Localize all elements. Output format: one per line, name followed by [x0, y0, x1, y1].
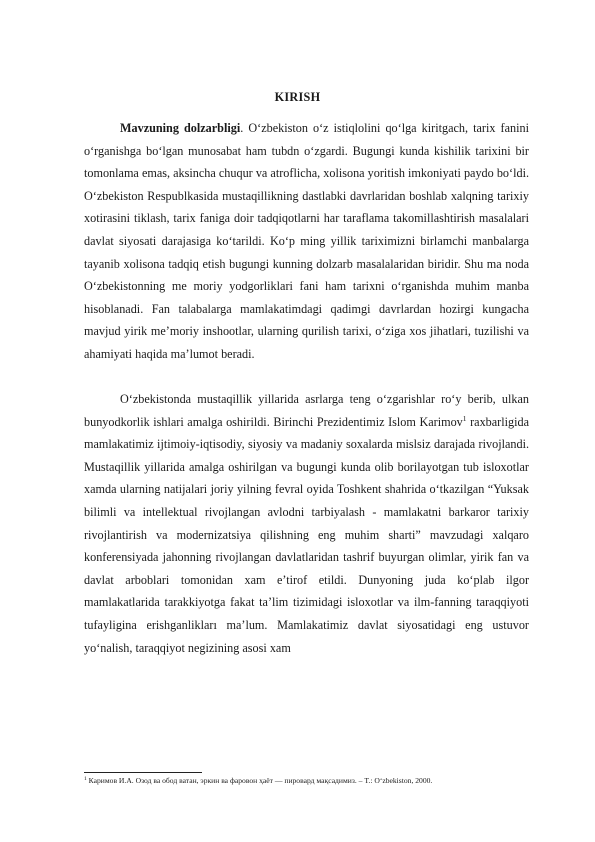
- paragraph-text-after: raxbarligida mamlakatimiz ijtimoiy-iqtisodiy, siyosiy va madaniy soxalarda mislsiz darajada rivojlandi. Mustaqillik yillarida amalga oshirilgan va bugungi kunda olib borilayotgan tub isloxotlar xamda ularning natijalari joriy yilning fevral oyida Toshkent shahrida o‘tkazilgan “Yuksak bilimli va intellektual rivojlangan avlodni tarbiyalash - mamlakatni barkaror tarixiy rivojlantirish va modernizatsiya qilishning eng muhim sharti” mavzudagi xalqaro konferensiyada jahonning rivojlangan davlatlaridan tashrif buyurgan olimlar, yirik fan va davlat arboblari tomonidan xam e’tirof etildi. Dunyoning juda ko‘plab ilgor mamlakatlarida tarakkiyotga fakat ta’lim tizimidagi isloxotlar va ilm-fanning taraqqiyoti tufayligina erishganlikları ma’lum. Mamlakatimiz davlat siyosatidagi eng ustuvor yo‘nalish, taraqqiyot negizining asosi xam: [84, 414, 529, 655]
- paragraph-relevance: [84, 117, 529, 366]
- footnote-reference: 1: [462, 413, 467, 423]
- footnote: [84, 776, 544, 786]
- paragraph-lead: Mavzuning dolzarbligi: [120, 121, 241, 135]
- paragraph-text: . O‘zbekiston o‘z istiqlolini qo‘lga kiritgach, tarix fanini o‘rganishga bo‘lgan munosabat ham tubdn o‘zgardi. Bugungi kunda kishilik tarixini bir tomonlama emas, aksincha chuqur va atroflicha, xolisona yoritish imkoniyati paydo bo‘ldi. O‘zbekiston Respublkasida mustaqillikning dastlabki davrlaridan boshlab xalqning tarixiy xotirasini tiklash, tarix faniga doir tadqiqotlarni har taraflama takomillashtirish masalalari davlat siyosati darajasiga ko‘tarildi. Ko‘p ming yillik tariximizni birlamchi manbalarga tayanib xolisona tadqiq etish bugungi kunning dolzarb masalalaridan biridir. Shu ma noda O‘zbekistonning me moriy yodgorliklari fani ham tarixni o‘rganishda muhim manba hisoblanadi. Fan talabalarga mamlakatimdagi qadimgi davrlardan hozirgi kungacha mavjud yirik me’moriy inshootlar, ularning qurilish tarixi, o‘ziga xos jihatlari, tuzilishi va ahamiyati haqida ma’lumot beradi.: [84, 121, 529, 361]
- page-title: KIRISH: [274, 90, 321, 104]
- footnote-divider: [84, 772, 202, 773]
- footnote-text: Каримов И.А. Озод ва обод ватан, эркин ва фаровон ҳаёт — пировард мақсадимиз. – T.: O‘zbekiston, 2000.: [86, 776, 433, 785]
- paragraph-independence: [84, 388, 529, 659]
- paragraph-text-before: O‘zbekistonda mustaqillik yillarida asrlarga teng o‘zgarishlar ro‘y berib, ulkan bunyodkorlik ishlari amalga oshirildi. Birinchi Prezidentimiz Islom Karimov: [84, 392, 529, 429]
- footnote-mark: 1: [84, 776, 87, 782]
